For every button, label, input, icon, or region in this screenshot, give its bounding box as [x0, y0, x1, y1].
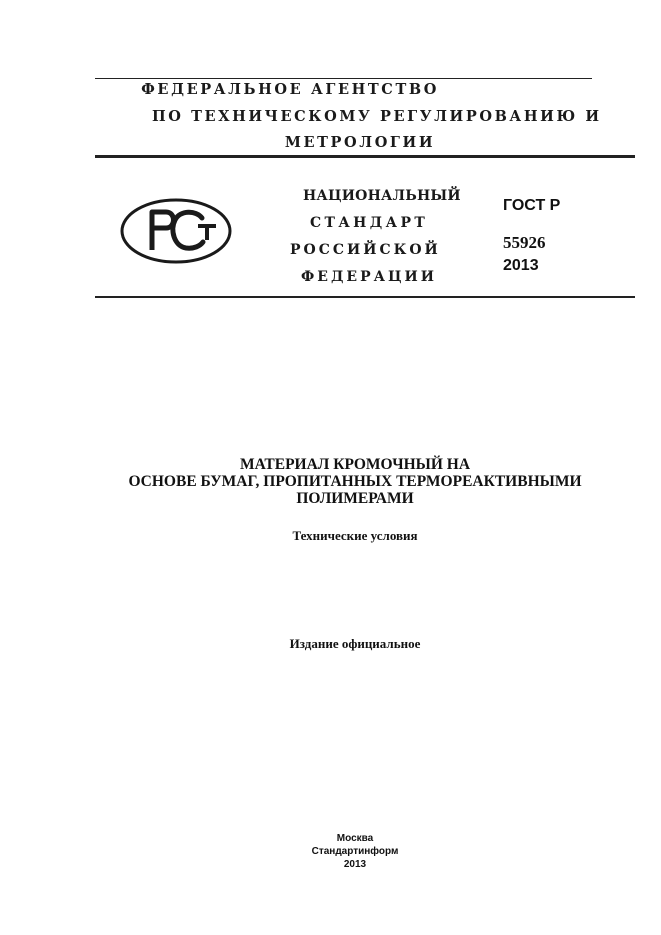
agency-line-1: ФЕДЕРАЛЬНОЕ АГЕНТСТВО: [141, 81, 439, 98]
standard-line-2: СТАНДАРТ: [310, 215, 429, 231]
standard-line-3: РОССИЙСКОЙ: [290, 242, 441, 258]
imprint-year: 2013: [343, 859, 367, 870]
header-divider: [95, 155, 635, 158]
agency-line-3: МЕТРОЛОГИИ: [284, 134, 436, 151]
imprint-city: Москва: [336, 833, 374, 844]
top-divider: [95, 78, 592, 79]
edition-note: Издание официальное: [289, 636, 421, 651]
imprint-publisher: Стандартинформ: [311, 846, 399, 857]
title-line-1: МАТЕРИАЛ КРОМОЧНЫЙ НА: [239, 456, 471, 473]
document-subtitle: Технические условия: [292, 528, 418, 543]
title-line-2: ОСНОВЕ БУМАГ, ПРОПИТАННЫХ ТЕРМОРЕАКТИВНЫМИ: [128, 473, 582, 490]
gost-year: 2013: [503, 257, 539, 274]
gost-number: 55926: [503, 233, 546, 252]
standard-line-4: ФЕДЕРАЦИИ: [301, 269, 437, 285]
gost-prefix: ГОСТ Р: [503, 197, 561, 214]
rst-mark-logo-icon: [120, 198, 232, 264]
imprint: [255, 832, 455, 871]
bottom-header-divider: [95, 296, 635, 298]
standard-line-1: НАЦИОНАЛЬНЫЙ: [303, 188, 461, 204]
title-line-3: ПОЛИМЕРАМИ: [296, 490, 414, 507]
agency-line-2: ПО ТЕХНИЧЕСКОМУ РЕГУЛИРОВАНИЮ И: [152, 108, 602, 125]
document-title: [95, 456, 615, 507]
